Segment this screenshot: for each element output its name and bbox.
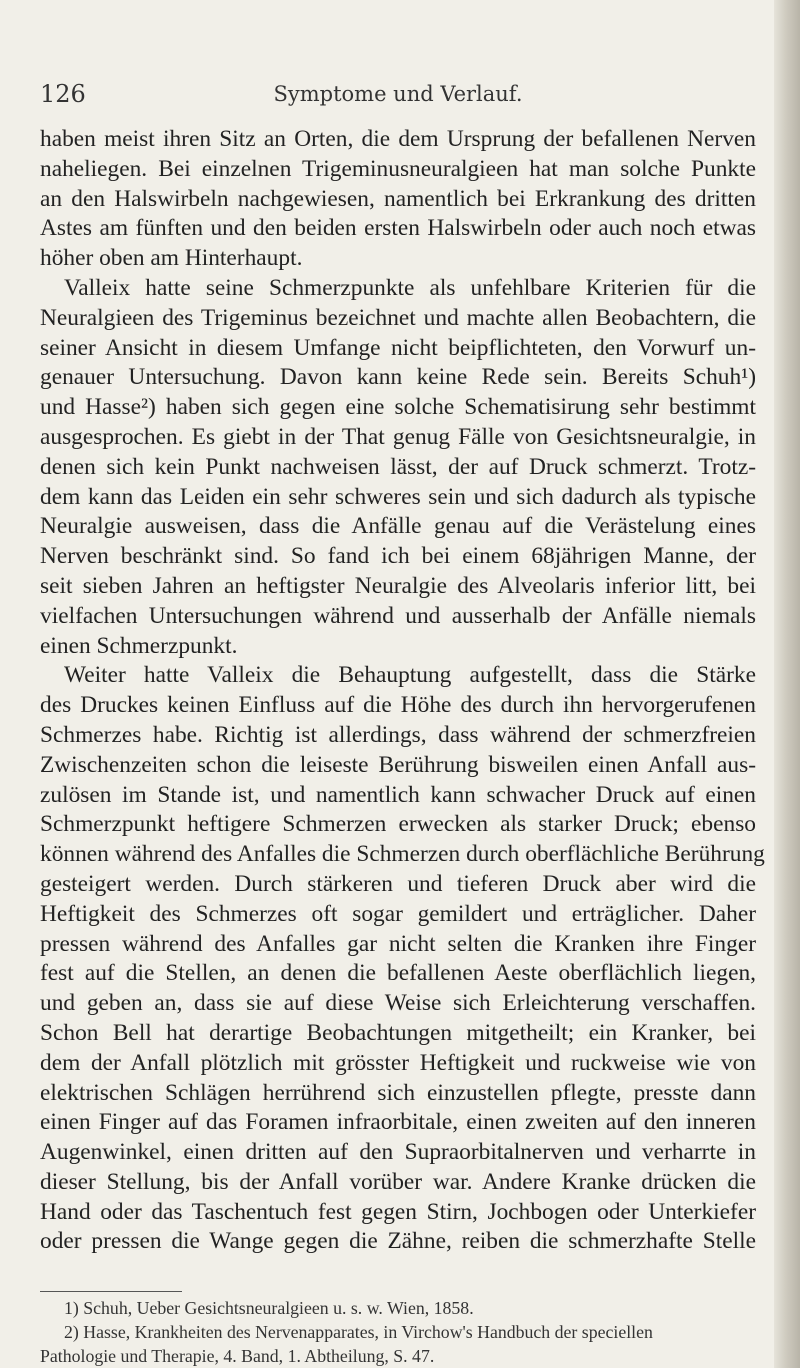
text-line: Schon Bell hat derartige Beobachtungen mitgetheilt; ein Kranker, bei — [40, 1019, 756, 1046]
text-line: haben meist ihren Sitz an Orten, die dem Ursprung der befallenen Nerven — [40, 126, 756, 152]
page-number: 126 — [40, 80, 86, 108]
text-line: naheliegen. Bei einzelnen Trigeminusneuralgieen hat man solche Punkte — [40, 155, 756, 182]
text-line: genauer Untersuchung. Davon kann keine Rede sein. Bereits Schuh¹) — [40, 364, 756, 391]
text-line: Neuralgieen des Trigeminus bezeichnet und machte allen Beobachtern, die — [40, 304, 756, 331]
text-line: elektrischen Schlägen herrührend sich einzustellen pflegte, presste dann — [40, 1079, 756, 1106]
text-line: zulösen im Stande ist, und namentlich kann schwacher Druck auf einen — [40, 781, 756, 808]
text-line: Augenwinkel, einen dritten auf den Supraorbitalnerven und verharrte in — [40, 1139, 756, 1166]
text-line: oder pressen die Wange gegen die Zähne, reiben die schmerzhafte Stelle — [40, 1228, 756, 1255]
text-line: Schmerzpunkt heftigere Schmerzen erwecken als starker Druck; ebenso — [40, 811, 756, 838]
text-line: dieser Stellung, bis der Anfall vorüber war. Andere Kranke drücken die — [40, 1168, 756, 1195]
text-line: denen sich kein Punkt nachweisen lässt, der auf Druck schmerzt. Trotz- — [40, 453, 756, 480]
text-line: ausgesprochen. Es giebt in der That genug Fälle von Gesichtsneuralgie, in — [40, 423, 756, 450]
text-line: Weiter hatte Valleix die Behauptung aufgestellt, dass die Stärke — [64, 662, 756, 689]
footnote-2: 2) Hasse, Krankheiten des Nervenapparates, in Virchow's Handbuch der speciellen — [64, 1322, 653, 1342]
text-line: Neuralgie ausweisen, dass die Anfälle genau auf die Verästelung eines — [40, 513, 756, 540]
text-line: höher oben am Hinterhaupt. — [40, 245, 303, 272]
footnote-1: 1) Schuh, Ueber Gesichtsneuralgieen u. s. w. Wien, 1858. — [64, 1298, 474, 1318]
text-line: können während des Anfalles die Schmerzen durch oberflächliche Berührung — [40, 841, 765, 868]
page-edge-shadow — [774, 0, 800, 1368]
text-line: an den Halswirbeln nachgewiesen, namentlich bei Erkrankung des dritten — [40, 185, 756, 212]
text-line: seit sieben Jahren an heftigster Neuralgie des Alveolaris inferior litt, bei — [40, 572, 756, 599]
running-head: Symptome und Verlauf. — [273, 82, 523, 106]
text-line: Valleix hatte seine Schmerzpunkte als unfehlbare Kriterien für die — [64, 274, 756, 301]
text-line: Heftigkeit des Schmerzes oft sogar gemildert und erträglicher. Daher — [40, 900, 756, 927]
text-line: dem kann das Leiden ein sehr schweres sein und sich dadurch als typische — [40, 483, 756, 510]
text-line: einen Schmerzpunkt. — [40, 632, 238, 659]
body-text — [40, 125, 765, 1257]
text-line: Astes am fünften und den beiden ersten Halswirbeln oder auch noch etwas — [40, 215, 756, 242]
text-line: vielfachen Untersuchungen während und ausserhalb der Anfälle niemals — [40, 602, 756, 629]
text-line: des Druckes keinen Einfluss auf die Höhe des durch ihn hervorgerufenen — [40, 692, 756, 719]
text-line: Zwischenzeiten schon die leiseste Berührung bisweilen einen Anfall aus- — [40, 751, 756, 778]
text-line: Hand oder das Taschentuch fest gegen Stirn, Jochbogen oder Unterkiefer — [40, 1198, 756, 1225]
page-header — [40, 80, 756, 110]
text-line: Schmerzes habe. Richtig ist allerdings, dass während der schmerzfreien — [40, 721, 756, 748]
text-line: seiner Ansicht in diesem Umfange nicht beipflichteten, den Vorwurf un- — [40, 334, 756, 361]
footnotes — [40, 1296, 756, 1368]
text-line: gesteigert werden. Durch stärkeren und tieferen Druck aber wird die — [40, 870, 756, 897]
text-line: und geben an, dass sie auf diese Weise sich Erleichterung verschaffen. — [40, 990, 756, 1017]
footnote-2-continuation: Pathologie und Therapie, 4. Band, 1. Abtheilung, S. 47. — [40, 1346, 435, 1366]
text-line: Nerven beschränkt sind. So fand ich bei einem 68jährigen Manne, der — [40, 543, 756, 570]
text-line: und Hasse²) haben sich gegen eine solche Schematisirung sehr bestimmt — [40, 394, 756, 421]
text-line: einen Finger auf das Foramen infraorbitale, einen zweiten auf den inneren — [40, 1109, 756, 1136]
text-line: pressen während des Anfalles gar nicht selten die Kranken ihre Finger — [40, 930, 756, 957]
footnote-divider — [40, 1291, 182, 1292]
text-line: dem der Anfall plötzlich mit grösster Heftigkeit und ruckweise wie von — [40, 1049, 756, 1076]
text-line: fest auf die Stellen, an denen die befallenen Aeste oberflächlich liegen, — [40, 960, 756, 987]
